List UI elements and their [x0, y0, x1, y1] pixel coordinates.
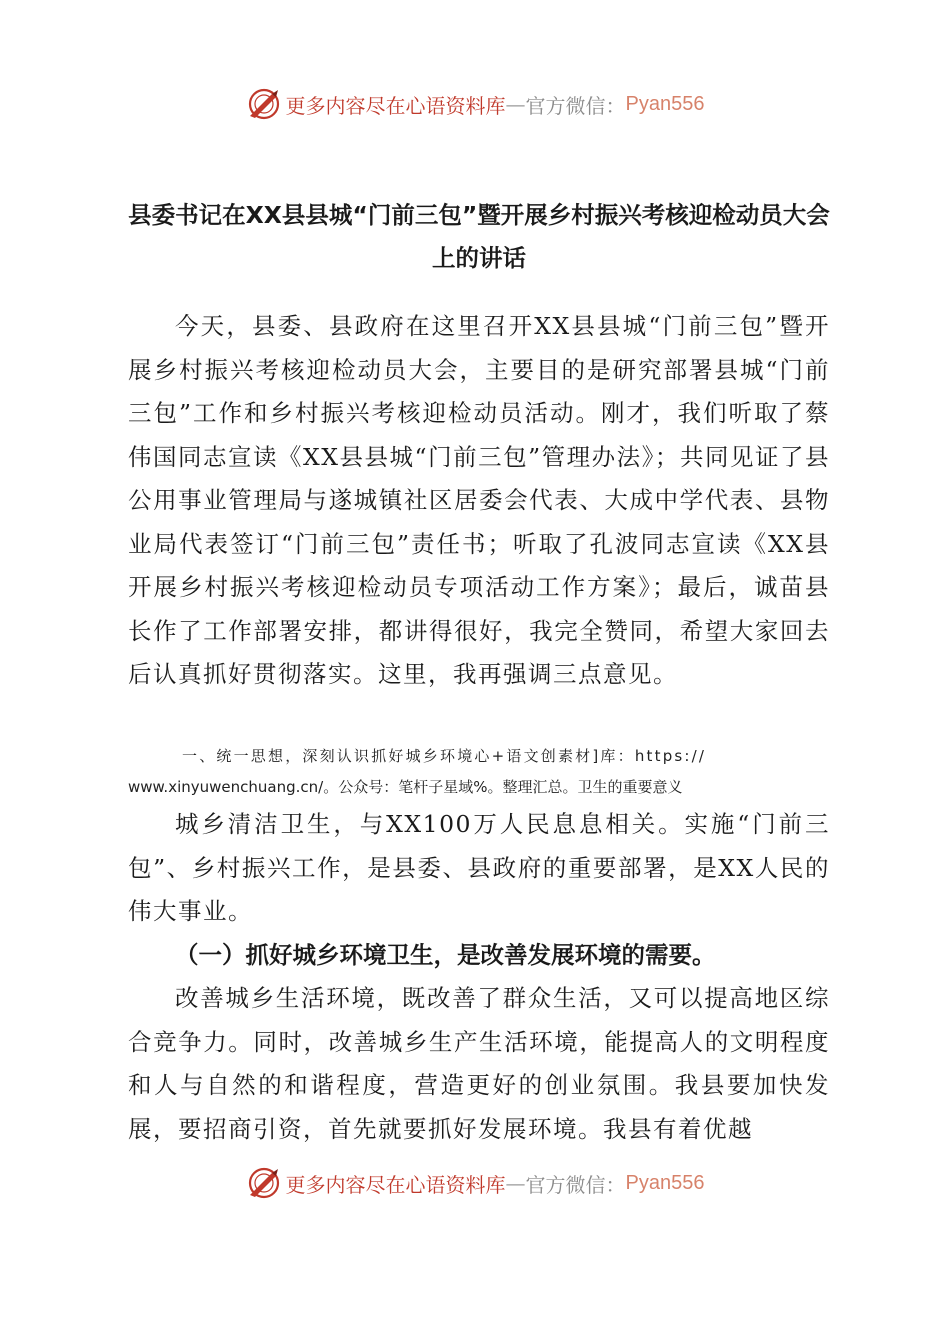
subheading-one: （一）抓好城乡环境卫生，是改善发展环境的需要。 [175, 941, 716, 969]
section-one-heading [128, 741, 830, 803]
note-line-1: 一、统一思想，深刻认识抓好城乡环境心+语文创素材]库：https:// [182, 747, 707, 765]
banner-brand-text: 更多内容尽在心语资料库 [285, 93, 506, 118]
banner-wechat-id: Pyan556 [625, 1171, 705, 1194]
paragraph-environment: 改善城乡生活环境，既改善了群众生活，又可以提高地区综合竞争力。同时，改善城乡生产生活环境，能提高人的文明程度和人与自然的和谐程度，营造更好的创业氛围。我县要加快发展，要招商引资，首先就要抓好发展环境。我县有着优越 [128, 984, 830, 1143]
pen-seal-icon [246, 86, 282, 122]
banner-brand-text: 更多内容尽在心语资料库 [285, 1172, 506, 1197]
footer-banner [0, 1163, 950, 1203]
pen-seal-icon [246, 1165, 282, 1201]
note-line-2: www.xinyuwenchuang.cn/。公众号：笔杆子星域%。整理汇总。卫生的重要意义 [128, 778, 683, 796]
banner-dash: — [505, 1171, 526, 1195]
header-banner [0, 84, 950, 124]
banner-wechat-label: 官方微信： [525, 93, 626, 118]
banner-wechat-label: 官方微信： [525, 1172, 626, 1197]
banner-wechat-id: Pyan556 [625, 92, 705, 115]
document-title: 县委书记在XX县县城“门前三包”暨开展乡村振兴考核迎检动员大会上的讲话 [128, 201, 830, 272]
paragraph-significance: 城乡清洁卫生，与XX100万人民息息相关。实施“门前三包”、乡村振兴工作，是县委、县政府的重要部署，是XX人民的伟大事业。 [128, 810, 830, 925]
paragraph-intro: 今天，县委、县政府在这里召开XX县县城“门前三包”暨开展乡村振兴考核迎检动员大会，主要目的是研究部署县城“门前三包”工作和乡村振兴考核迎检动员活动。刚才，我们听取了蔡伟国同志宣读《XX县县城“门前三包”管理办法》；共同见证了县公用事业管理局与遂城镇社区居委会代表、大成中学代表、县物业局代表签订“门前三包”责任书；听取了孔波同志宣读《XX县开展乡村振兴考核迎检动员专项活动工作方案》；最后，诚苗县长作了工作部署安排，都讲得很好，我完全赞同，希望大家回去后认真抓好贯彻落实。这里，我再强调三点意见。 [128, 312, 830, 688]
banner-dash: — [505, 92, 526, 116]
